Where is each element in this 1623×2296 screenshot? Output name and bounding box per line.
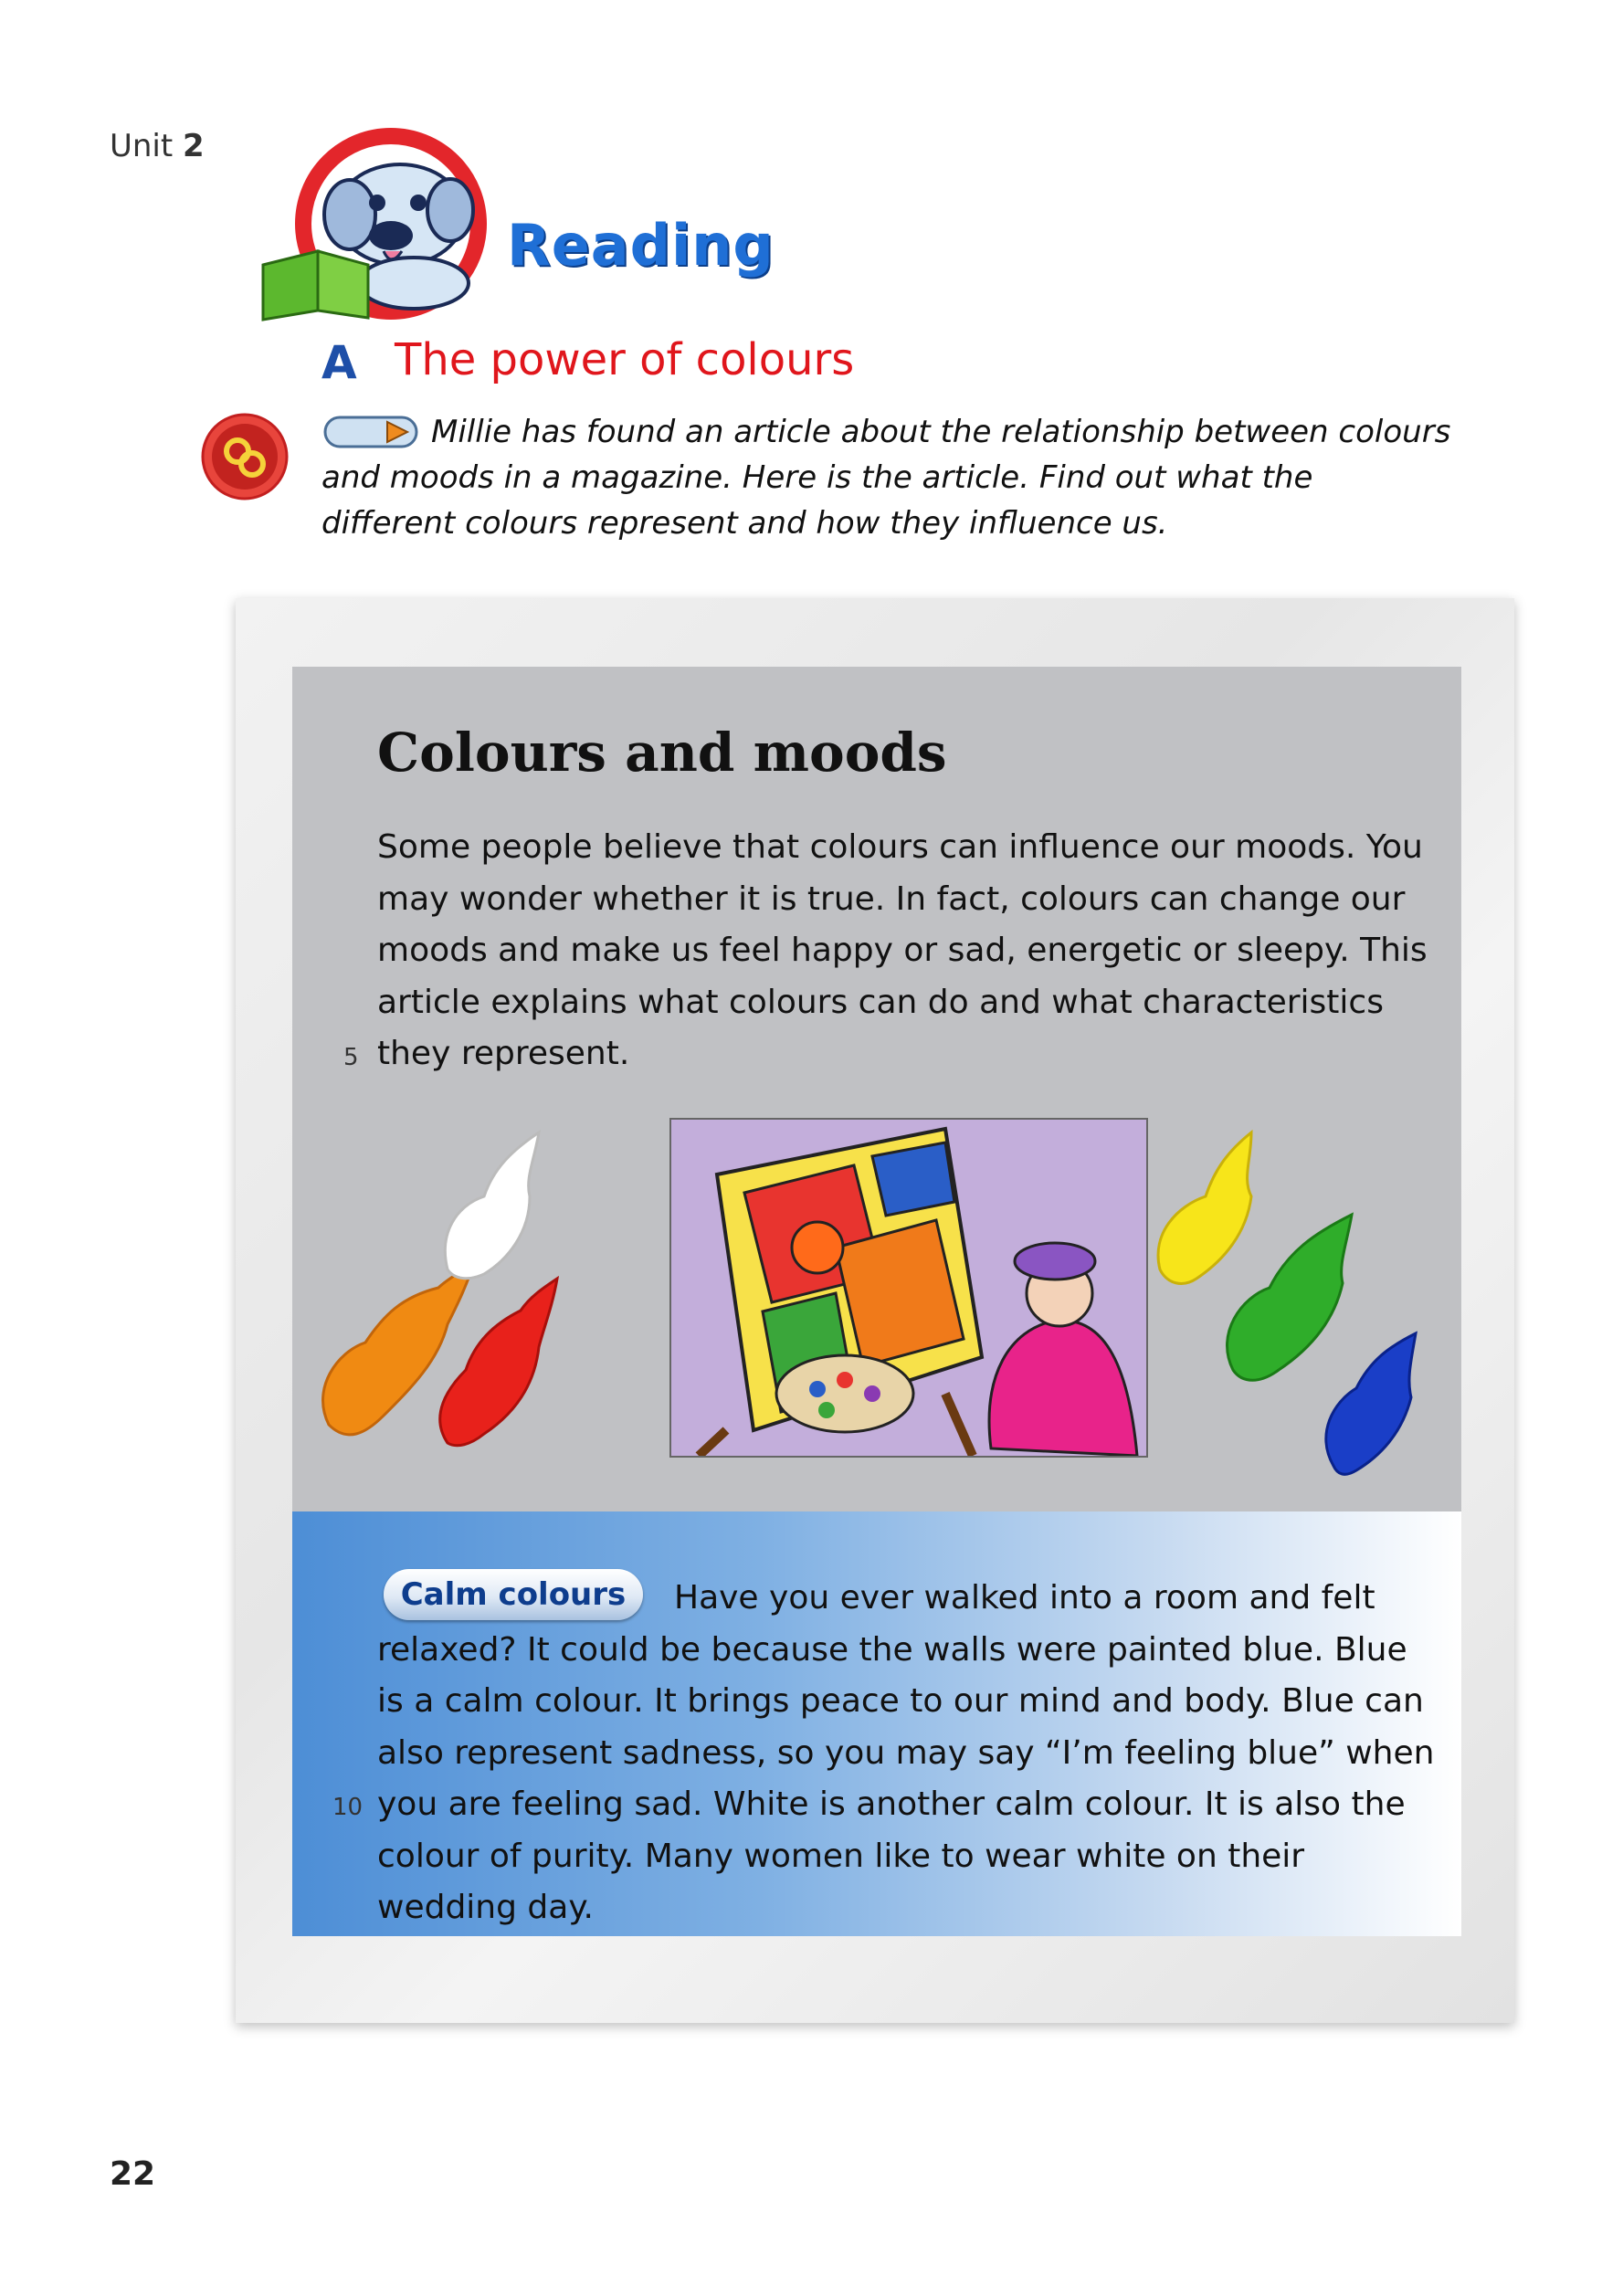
page-number: 22 bbox=[110, 2155, 156, 2193]
intro-instructions bbox=[321, 409, 1454, 546]
painter-illustration bbox=[669, 1118, 1148, 1458]
paint-blobs-left bbox=[311, 1114, 639, 1461]
paint-blobs-right bbox=[1151, 1096, 1461, 1480]
paragraph-2-text: Have you ever walked into a room and felt relaxed? It could be because the walls were painted blue. Blue is a calm colour. It brings peace to our mind and body. Blue can also represent sadness, so you may say “I’m feeling blue” when you are feeling sad. White is another calm colour. It is also the colour of purity. Many women like to wear white on their wedding day. bbox=[377, 1579, 1435, 1926]
article-paragraph-2 bbox=[377, 1573, 1437, 1934]
paint-blob-white bbox=[445, 1132, 539, 1279]
line-number-10: 10 bbox=[332, 1794, 364, 1821]
unit-number: 2 bbox=[183, 128, 205, 164]
line-number-5: 5 bbox=[343, 1044, 359, 1071]
paint-blob-yellow bbox=[1158, 1132, 1251, 1283]
unit-label bbox=[110, 128, 205, 164]
article-title: Colours and moods bbox=[377, 721, 947, 784]
section-letter: A bbox=[321, 336, 357, 389]
calm-colours-label: Calm colours bbox=[400, 1576, 627, 1613]
section-label: Reading bbox=[507, 212, 775, 279]
intro-text: Millie has found an article about the relationship between colours and moods in a magazine. Here is the article. Find out what the different colours represent and how they influence us. bbox=[321, 414, 1451, 542]
unit-word: Unit bbox=[110, 128, 174, 164]
article-paragraph-1: Some people believe that colours can influence our moods. You may wonder whether it is true. In fact, colours can change our moods and make us feel happy or sad, energetic or sleepy. This article explains what colours can do and what characteristics they represent. bbox=[377, 828, 1428, 1072]
cd-audio-icon[interactable] bbox=[199, 411, 290, 502]
mascot-dog-icon bbox=[254, 128, 528, 324]
paint-blob-blue bbox=[1326, 1333, 1416, 1474]
section-title: The power of colours bbox=[395, 334, 855, 385]
paint-blob-green bbox=[1228, 1215, 1352, 1380]
